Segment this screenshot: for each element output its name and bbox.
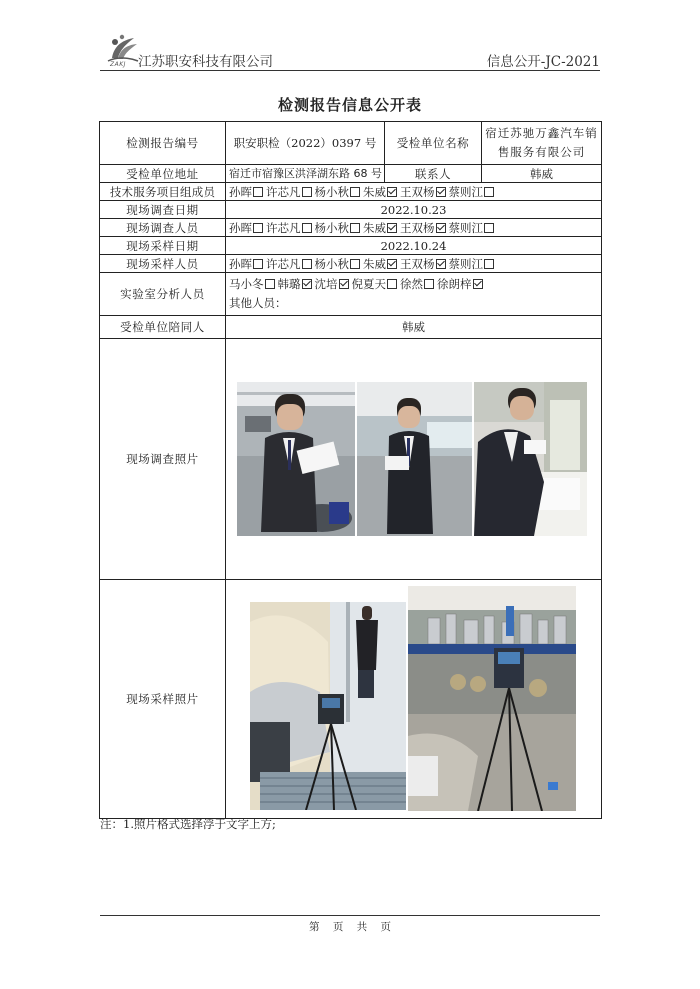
staff-entry <box>363 185 400 199</box>
survey-staff-members <box>226 219 602 237</box>
report-no-label: 检测报告编号 <box>100 122 226 165</box>
survey-photo-2 <box>357 382 472 536</box>
staff-name: 杨小秋 <box>314 220 349 235</box>
staff-name: 孙晖 <box>229 220 252 235</box>
staff-entry <box>229 185 266 199</box>
checked-box-icon <box>436 187 446 197</box>
staff-name: 徐朗梓 <box>437 277 472 291</box>
unchecked-box-icon <box>302 223 312 233</box>
staff-entry <box>352 277 401 291</box>
checked-box-icon <box>436 259 446 269</box>
table-row <box>100 183 602 201</box>
report-no-value: 职安职检（2022）0397 号 <box>226 122 385 165</box>
staff-name: 王双杨 <box>400 184 435 199</box>
escort-label: 受检单位陪同人 <box>100 316 226 339</box>
staff-name: 杨小秋 <box>314 256 349 271</box>
unchecked-box-icon <box>265 279 275 289</box>
staff-entry <box>449 257 498 271</box>
staff-name: 徐然 <box>400 277 423 291</box>
staff-name: 许芯凡 <box>266 256 301 271</box>
staff-entry <box>229 277 278 291</box>
checked-box-icon <box>387 187 397 197</box>
unchecked-box-icon <box>253 259 263 269</box>
staff-entry <box>229 221 266 235</box>
staff-entry <box>315 185 364 199</box>
staff-name: 韩璐 <box>277 277 301 291</box>
staff-entry <box>400 277 437 291</box>
survey-photo-label: 现场调查照片 <box>100 339 226 580</box>
staff-entry <box>266 185 315 199</box>
unchecked-box-icon <box>302 259 312 269</box>
table-row <box>100 580 602 819</box>
info-table <box>99 121 602 819</box>
lab-label: 实验室分析人员 <box>100 273 226 316</box>
staff-entry <box>437 277 486 291</box>
unchecked-box-icon <box>484 187 494 197</box>
logo-text: ZAKJ <box>110 61 126 68</box>
staff-name: 蔡则江 <box>448 184 483 199</box>
table-row <box>100 273 602 316</box>
staff-entry <box>315 277 352 291</box>
staff-entry <box>315 257 364 271</box>
staff-name: 许芯凡 <box>266 184 301 199</box>
survey-date-label: 现场调查日期 <box>100 201 226 219</box>
table-row <box>100 255 602 273</box>
sampling-photo-1 <box>250 602 406 810</box>
staff-name: 朱威 <box>363 220 386 235</box>
unchecked-box-icon <box>484 223 494 233</box>
escort-value: 韩威 <box>226 316 602 339</box>
checked-box-icon <box>339 279 349 289</box>
staff-entry <box>278 277 315 291</box>
other-staff-label: 其他人员： <box>229 296 287 310</box>
lab-staff-cell <box>226 273 602 316</box>
staff-entry <box>266 257 315 271</box>
page-footer: 第 页 共 页 <box>308 921 391 933</box>
unchecked-box-icon <box>387 279 397 289</box>
unchecked-box-icon <box>302 187 312 197</box>
footer-divider <box>100 915 600 916</box>
staff-name: 王双杨 <box>400 220 435 235</box>
staff-entry <box>400 221 449 235</box>
staff-entry <box>315 221 364 235</box>
unchecked-box-icon <box>350 187 360 197</box>
client-value: 宿迁苏驰万鑫汽车销售服务有限公司 <box>482 122 602 165</box>
staff-name: 孙晖 <box>229 184 252 199</box>
unchecked-box-icon <box>350 223 360 233</box>
unchecked-box-icon <box>350 259 360 269</box>
address-value: 宿迁市宿豫区洪泽湖东路 68 号 <box>226 165 385 183</box>
staff-name: 杨小秋 <box>314 184 349 199</box>
survey-photo-cell <box>226 339 602 580</box>
staff-entry <box>229 257 266 271</box>
table-row <box>100 316 602 339</box>
staff-name: 朱威 <box>363 256 386 271</box>
sampling-photo-2 <box>408 586 576 811</box>
page-title: 检测报告信息公开表 <box>277 96 422 114</box>
staff-entry <box>400 257 449 271</box>
checked-box-icon <box>387 223 397 233</box>
staff-name: 倪夏天 <box>351 277 386 291</box>
checked-box-icon <box>302 279 312 289</box>
sampling-date-label: 现场采样日期 <box>100 237 226 255</box>
sampling-staff-label: 现场采样人员 <box>100 255 226 273</box>
footnote: 注：1.照片格式选择浮于文字上方; <box>100 817 276 831</box>
page-header <box>100 30 600 72</box>
survey-photo-3 <box>474 382 587 536</box>
checked-box-icon <box>387 259 397 269</box>
company-name: 江苏职安科技有限公司 <box>138 54 273 70</box>
sampling-date-value: 2022.10.24 <box>226 237 602 255</box>
staff-entry <box>363 221 400 235</box>
table-row <box>100 165 602 183</box>
table-row <box>100 219 602 237</box>
staff-entry <box>266 221 315 235</box>
staff-name: 蔡则江 <box>448 256 483 271</box>
staff-name: 许芯凡 <box>266 220 301 235</box>
table-row <box>100 201 602 219</box>
sampling-staff-members <box>226 255 602 273</box>
checked-box-icon <box>436 223 446 233</box>
document-code: 信息公开-JC-2021 <box>486 54 600 70</box>
survey-photo-1 <box>237 382 355 536</box>
client-label: 受检单位名称 <box>385 122 482 165</box>
staff-name: 沈培 <box>314 277 338 291</box>
team-members <box>226 183 602 201</box>
unchecked-box-icon <box>484 259 494 269</box>
staff-entry <box>363 257 400 271</box>
staff-entry <box>449 221 498 235</box>
address-label: 受检单位地址 <box>100 165 226 183</box>
staff-name: 孙晖 <box>229 256 252 271</box>
table-row <box>100 237 602 255</box>
unchecked-box-icon <box>253 187 263 197</box>
table-row <box>100 122 602 165</box>
table-row <box>100 339 602 580</box>
contact-value: 韩威 <box>482 165 602 183</box>
staff-name: 马小冬 <box>229 277 264 291</box>
header-divider <box>100 70 600 71</box>
checked-box-icon <box>473 279 483 289</box>
staff-name: 朱威 <box>363 184 386 199</box>
staff-name: 蔡则江 <box>448 220 483 235</box>
staff-entry <box>449 185 498 199</box>
sampling-photo-label: 现场采样照片 <box>100 580 226 819</box>
team-label: 技术服务项目组成员 <box>100 183 226 201</box>
sampling-photo-cell <box>226 580 602 819</box>
unchecked-box-icon <box>424 279 434 289</box>
unchecked-box-icon <box>253 223 263 233</box>
lab-staff-members <box>229 275 598 294</box>
survey-date-value: 2022.10.23 <box>226 201 602 219</box>
survey-staff-label: 现场调查人员 <box>100 219 226 237</box>
staff-entry <box>400 185 449 199</box>
contact-label: 联系人 <box>385 165 482 183</box>
staff-name: 王双杨 <box>400 256 435 271</box>
